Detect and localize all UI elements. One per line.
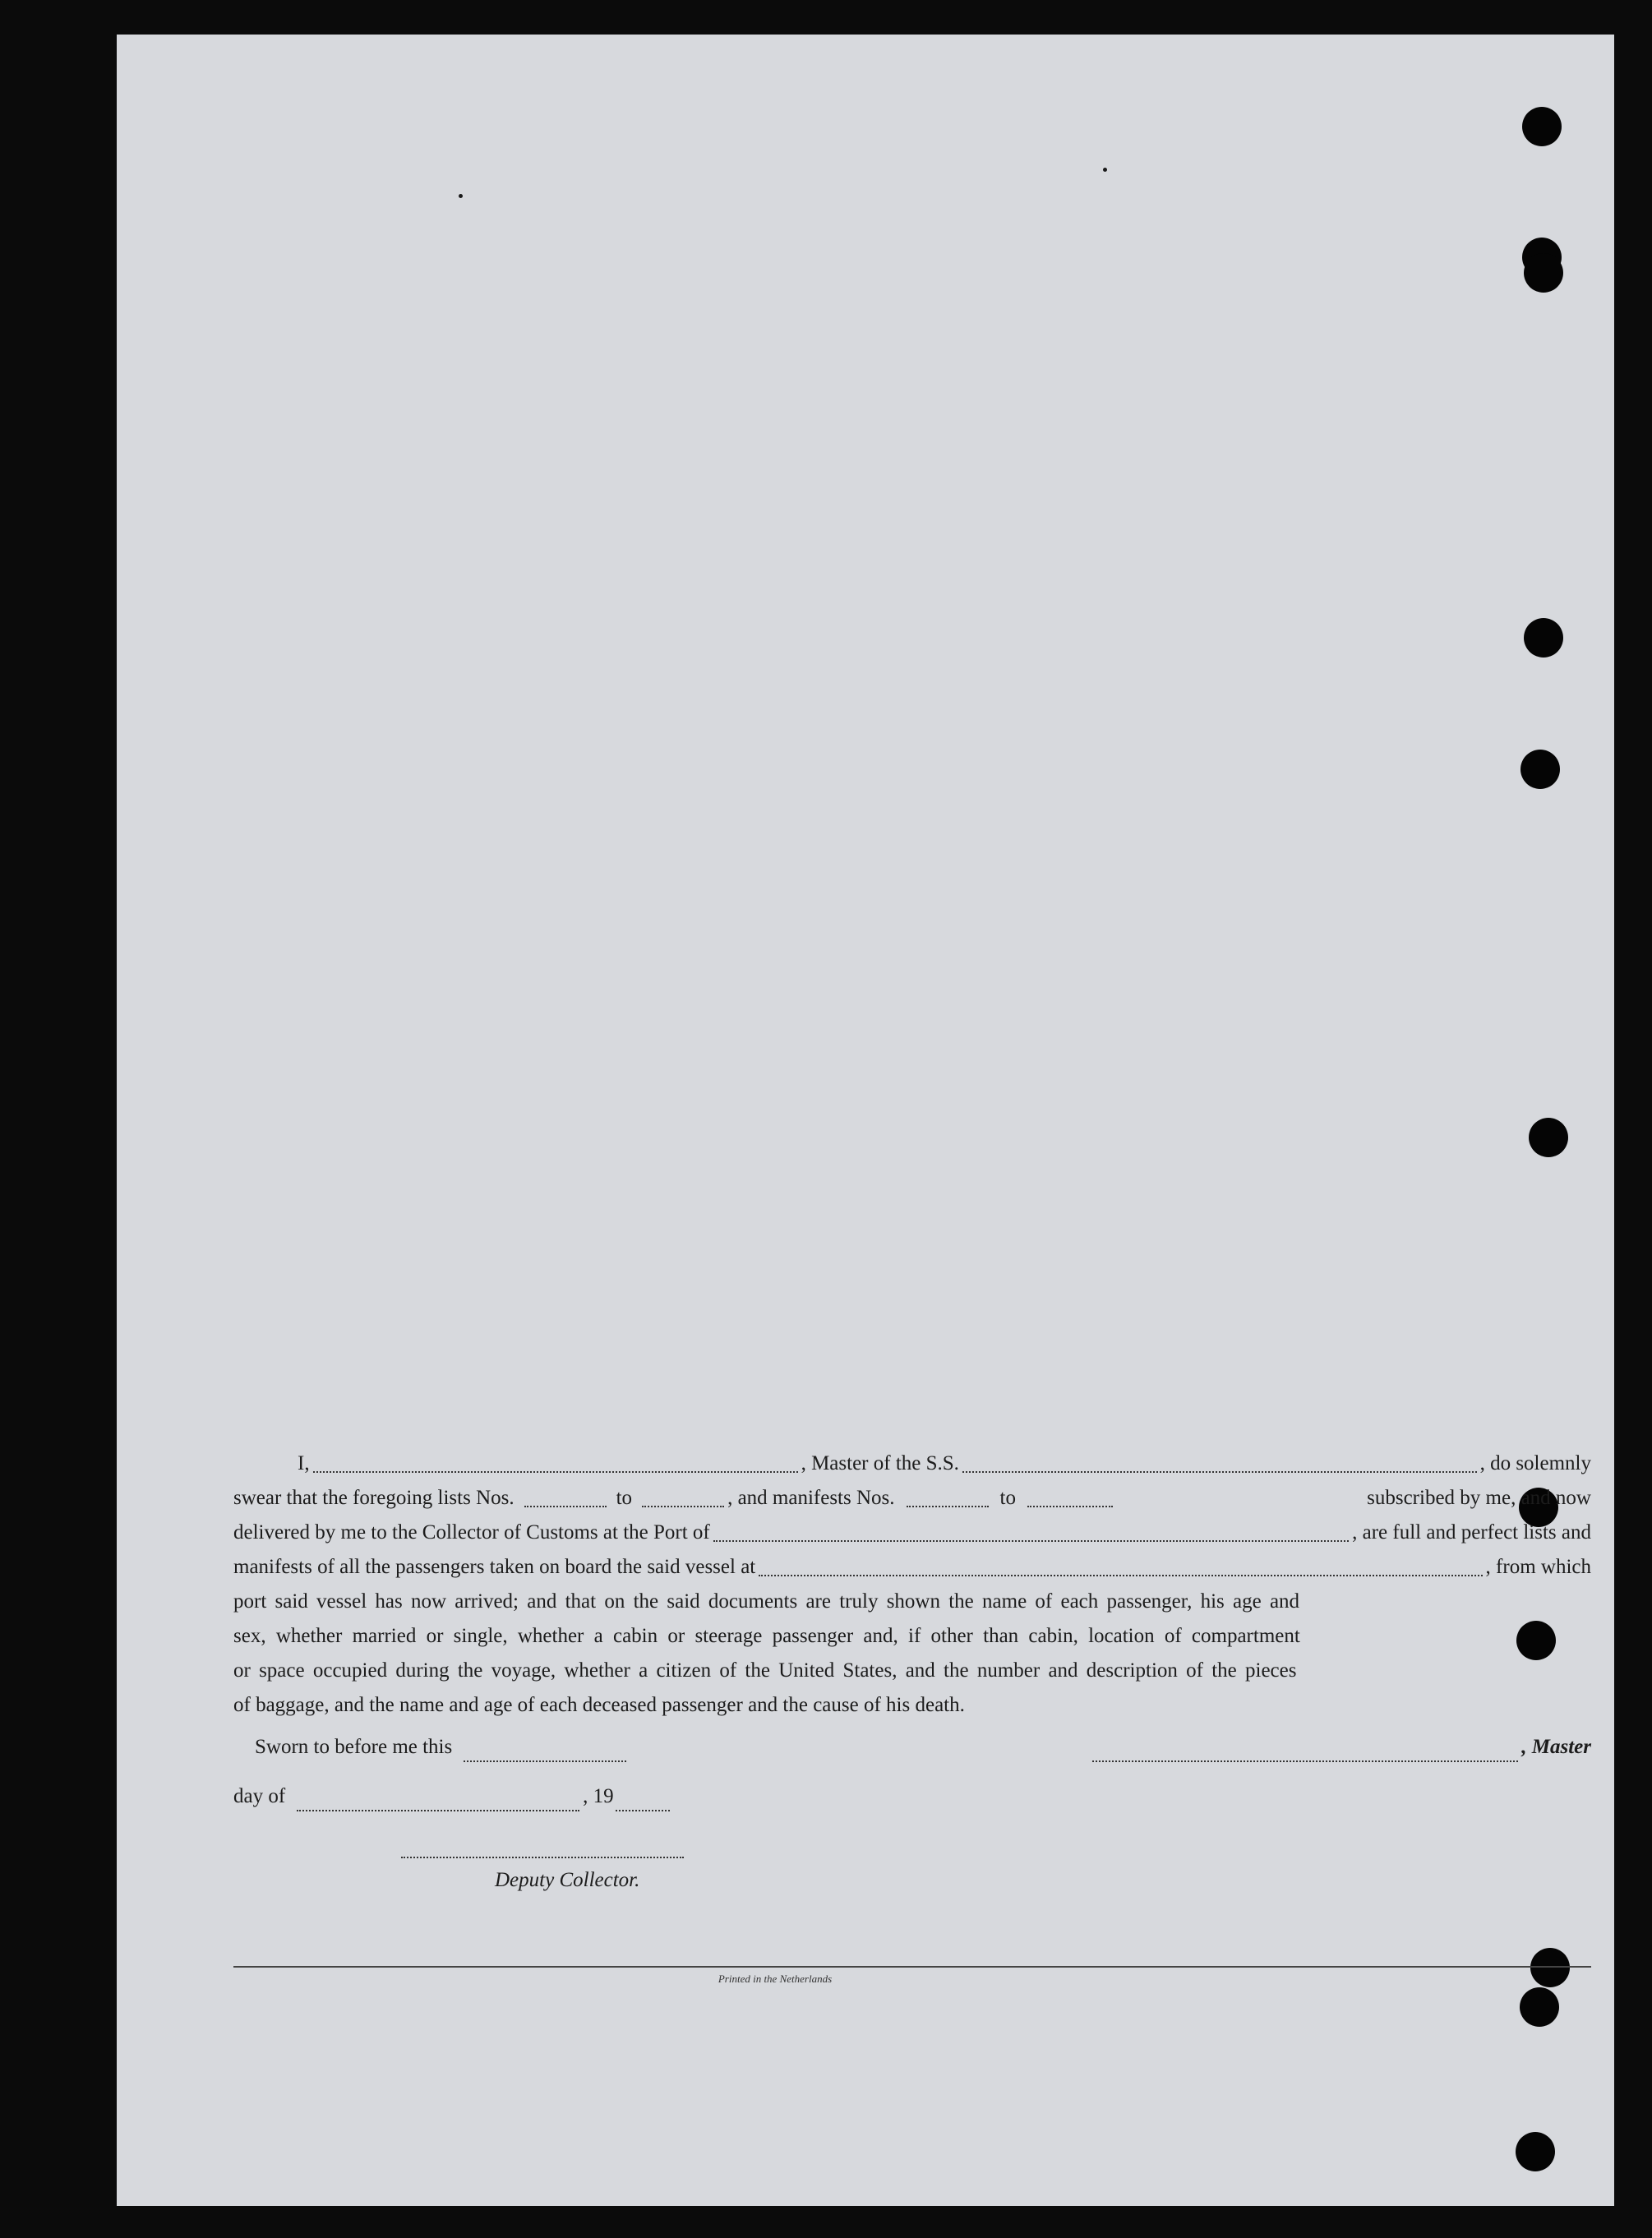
footer-rule — [233, 1966, 1591, 1968]
oath-paragraph — [233, 1447, 1591, 1723]
oath-text: to — [999, 1487, 1016, 1509]
boarding-port-blank — [759, 1574, 1482, 1576]
ink-speck — [1103, 168, 1107, 172]
oath-text: or space occupied during the voyage, whether a citizen of the United States, and the number and description of the pieces — [233, 1659, 1297, 1682]
oath-text: , are full and perfect lists and — [1352, 1521, 1591, 1544]
month-blank — [297, 1809, 579, 1811]
punch-hole — [1524, 253, 1563, 293]
name-blank — [313, 1470, 798, 1473]
manifest-from-blank — [907, 1505, 989, 1507]
sworn-day-blank — [464, 1760, 626, 1762]
oath-text: , from which — [1485, 1556, 1591, 1578]
printed-in-label: Printed in the Netherlands — [718, 1973, 833, 1985]
year-prefix: , 19 — [583, 1785, 614, 1807]
punch-hole — [1516, 2132, 1555, 2171]
day-of-label: day of — [233, 1785, 286, 1807]
oath-text: port said vessel has now arrived; and that on the said documents are truly shown the name of each passenger, his age and — [233, 1590, 1300, 1613]
oath-line-5 — [233, 1585, 1591, 1619]
oath-text: subscribed by me, and now — [1367, 1487, 1591, 1509]
oath-text: , do solemnly — [1479, 1452, 1591, 1474]
deputy-collector-label: Deputy Collector. — [495, 1869, 640, 1891]
sworn-line — [255, 1736, 1591, 1770]
day-of-line — [233, 1785, 673, 1820]
oath-line-6 — [233, 1619, 1591, 1654]
document-sheet — [117, 35, 1614, 2206]
oath-line-7 — [233, 1654, 1591, 1688]
port-blank — [713, 1539, 1349, 1542]
oath-line-8 — [233, 1688, 1591, 1723]
oath-line-2 — [233, 1481, 1591, 1516]
list-from-blank — [524, 1505, 607, 1507]
oath-text: manifests of all the passengers taken on board the said vessel at — [233, 1556, 756, 1578]
oath-line-3 — [233, 1516, 1591, 1550]
year-blank — [616, 1809, 670, 1811]
manifest-to-blank — [1027, 1505, 1113, 1507]
punch-hole — [1524, 618, 1563, 658]
ink-speck — [459, 194, 463, 198]
oath-text: of baggage, and the name and age of each deceased passenger and the cause of his death. — [233, 1694, 965, 1716]
punch-hole — [1530, 1948, 1570, 1987]
punch-hole — [1520, 1987, 1559, 2027]
list-to-blank — [642, 1505, 724, 1507]
oath-text: I, — [298, 1452, 310, 1474]
punch-hole — [1520, 750, 1560, 789]
oath-text: , Master of the S.S. — [801, 1452, 959, 1474]
oath-line-1 — [233, 1447, 1591, 1481]
oath-line-4 — [233, 1550, 1591, 1585]
punch-hole — [1522, 107, 1562, 146]
oath-text: to — [616, 1487, 633, 1509]
oath-text: delivered by me to the Collector of Customs at the Port of — [233, 1521, 710, 1544]
master-label: , Master — [1521, 1736, 1591, 1758]
oath-text: , and manifests Nos. — [727, 1487, 895, 1509]
punch-hole — [1529, 1118, 1568, 1157]
oath-text: swear that the foregoing lists Nos. — [233, 1487, 515, 1509]
deputy-signature-blank — [401, 1856, 684, 1858]
oath-text: sex, whether married or single, whether a cabin or steerage passenger and, if other than cabin, location of compartment — [233, 1625, 1300, 1647]
master-signature-blank — [1092, 1760, 1518, 1762]
sworn-label: Sworn to before me this — [255, 1736, 453, 1758]
vessel-blank — [962, 1470, 1477, 1473]
